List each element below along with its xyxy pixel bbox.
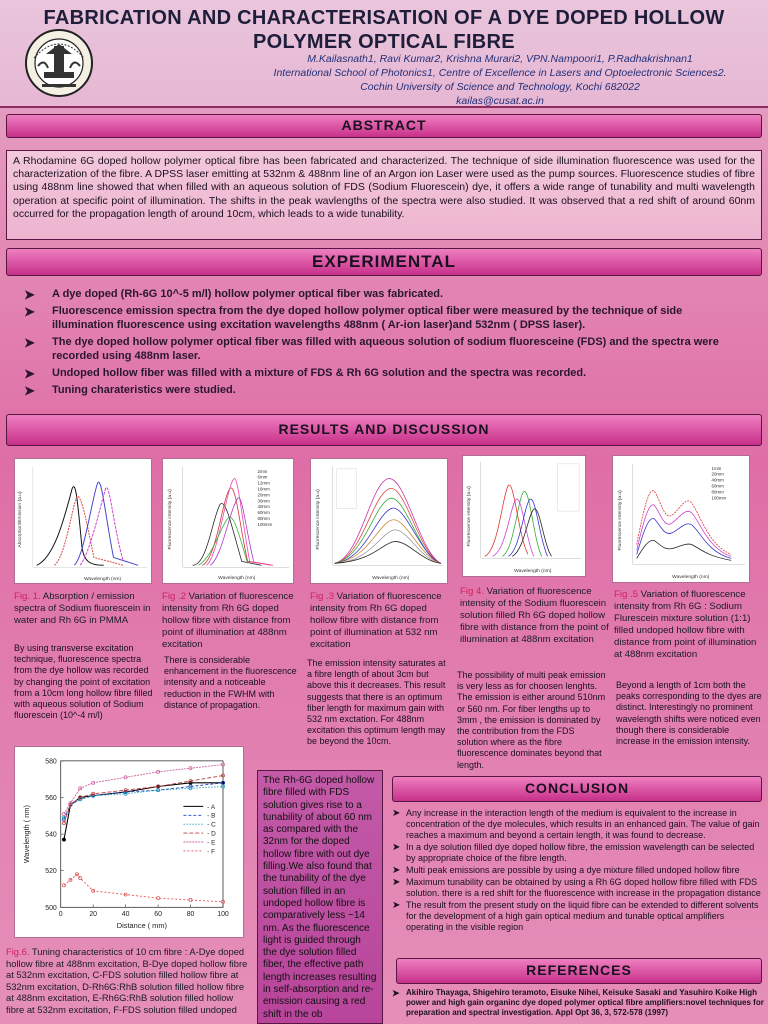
- poster-title: [0, 6, 768, 54]
- fig2-legend-item: 6mm: [257, 474, 268, 480]
- legend-label-B: - B: [207, 812, 216, 820]
- abstract-text: A Rhodamine 6G doped hollow polymer optical fibre has been fabricated and characterized. The technique of side illumination fluorescence was used for the characterization of the fibre. A DPSS laser emitting at 532nm & 488nm line of an Argon ion Laser were used as the pump sources. Fluorescence studies of fibre using 488nm line showed that when filled with an aqueous solution of FDS (Sodium Fluorescein) dye, it offers a wide range of tunability and multi wavelength operation at specific point of illumination. The shifts in the peak wavlengths of the spectra were also studied. It was observed that a red shift of around 60nm occurred for the propagation length of around 10cm, which leads to a wide tunability.: [6, 150, 762, 240]
- fig5-legend-item: 1mm: [711, 465, 722, 471]
- fig5-caption: Fig .5 Variation of fluorescence intensity from Rh 6G : Sodium Flurescein mixture solution (1:1) filled undoped hollow fibre with distance from point of illumination at 488nm excitation: [614, 589, 757, 660]
- data-point-A: [62, 838, 65, 841]
- fig2-xlabel: Wavelength (nm): [218, 576, 256, 582]
- list-item: ➤ A dye doped (Rh-6G 10^-5 m/l) hollow polymer optical fiber was fabricated.: [24, 287, 444, 302]
- email: kailas@cusat.ac.in: [456, 95, 544, 107]
- arrow-bullet-icon: ➤: [392, 808, 401, 819]
- list-item: ➤ Tuning charateristics were studied.: [24, 383, 236, 398]
- fig6-caption: Fig.6. Tuning characteristics of 10 cm fibre : A-Dye doped hollow fibre at 488nm excitation, B-Dye doped hollow fibre at 532nm excitation, C-FDS solution filled hollow fibre at 532nm excitation, D-Rh6G:RhB solution filled hollow fibre at 488nm excitation, E-Rh6G:RhB solution filled hollow fibre at 532nm excitation, F-FDS solution filled undoped: [6, 946, 248, 1015]
- fig2-legend-item: 12mm: [257, 480, 270, 486]
- x-tick-label: 60: [154, 911, 162, 919]
- fig5-legend-item: 60mm: [711, 483, 724, 489]
- fig2-text: There is considerable enhancement in the fluorescence intensity and a noticeable reduction in the FWHM with distance of propagation.: [164, 655, 297, 710]
- arrow-bullet-icon: ➤: [24, 335, 35, 350]
- fig2-legend-item: 60mm: [257, 510, 270, 516]
- conclusion-list: [392, 808, 764, 934]
- fig5-xlabel: Wavelength (nm): [672, 575, 710, 581]
- fig2-legend-item: 16mm: [257, 486, 270, 492]
- arrow-bullet-icon: ➤: [392, 900, 401, 911]
- references-heading: REFERENCES: [526, 962, 632, 978]
- fig3-caption: Fig .3 Variation of fluorescence intensity from Rh 6G doped hollow fibre with distance from point of illumination at 532 nm excitation: [310, 591, 442, 650]
- legend-label-A: - A: [207, 803, 216, 811]
- arrow-bullet-icon: ➤: [24, 383, 35, 398]
- experimental-heading: EXPERIMENTAL: [312, 252, 456, 271]
- fig4-xlabel: Wavelength (nm): [514, 569, 552, 575]
- fig3-ylabel: Fluorescence intensity (a.u): [315, 489, 321, 550]
- fig2-chart: [162, 458, 294, 584]
- list-item: ➤ Multi peak emissions are possible by using a dye mixture filled undoped hollow fibre: [392, 865, 740, 876]
- results-heading-bar: [6, 414, 762, 446]
- x-axis-label: Distance ( mm): [116, 921, 167, 931]
- fig2-caption: Fig .2 Variation of fluorescence intensity from Rh 6G doped hollow fibre with distance from point of illumination at 488nm excitation: [162, 591, 294, 650]
- fig3-text: The emission intensity saturates at a fibre length of about 3cm but above this it decreases. This result suggests that there is an optimum fiber length for maximum gain with 532 nm exctation. For 488nm excitation this optimum length may be beyond the 10cm.: [307, 658, 446, 747]
- list-item: ➤ Maximum tunability can be obtained by using a Rh 6G doped hollow fibre filled with FDS solution. there is a red shift for the fluorescence with increase in the propagation distance: [392, 877, 761, 898]
- title-line-2: POLYMER OPTICAL FIBRE: [253, 31, 515, 53]
- conclusion-heading-bar: [392, 776, 762, 802]
- authors: M.Kailasnath1, Ravi Kumar2, Krishna Murari2, VPN.Nampoori1, P.Radhakrishnan1: [307, 53, 693, 65]
- fig5-legend-item: 20mm: [711, 471, 724, 477]
- fig3-xlabel: Wavelength (nm): [372, 576, 410, 582]
- abstract-heading: ABSTRACT: [341, 117, 427, 133]
- arrow-bullet-icon: ➤: [392, 988, 400, 998]
- discussion-box: The Rh-6G doped hollow fibre filled with FDS solution gives rise to a tunability of about 60 nm as compared with the 32nm for the doped hollow fibre with out dye filling.We also found that the tunability of the dye solution filled in an undoped hollow fibre is comparatively less ~14 nm. As the fluorescence light is guided through the dye solution filled fiber, the effective path length increases resulting in self-absorption and re-emission causing a red shift in the ob: [257, 770, 383, 1024]
- fig4-chart: [462, 455, 586, 577]
- y-tick-label: 560: [45, 794, 57, 802]
- arrow-bullet-icon: ➤: [24, 304, 35, 319]
- affiliation-2: Cochin University of Science and Technology, Kochi 682022: [360, 81, 640, 93]
- fig1-caption: Fig. 1. Absorption / emission spectra of Sodium fluorescein in water and Rh 6G in PMMA: [14, 591, 151, 626]
- reference-item: ➤ Akihiro Thayaga, Shigehiro teramoto, Eisuke Nihei, Keisuke Sasaki and Yasuhiro Koike High power and high gain organinc dye doped polymer optical fibre amplifiers:novel techniques for preparation and spectral investigation. Appl Opt 36, 3, 572-578 (1997): [392, 988, 764, 1017]
- list-item: ➤ In a dye solution filled dye doped hollow fibre, the emission wavelength can be selected by appropriate choice of the fibre length.: [392, 842, 755, 863]
- arrow-bullet-icon: ➤: [392, 865, 401, 876]
- fig5-text: Beyond a length of 1cm both the peaks corresponding to the dyes are distinct. Interestingly no prominent wavelength shifts were noticed even though there is considerable increase in the emission intensity.: [616, 680, 762, 747]
- author-block: [230, 52, 768, 108]
- fig1-xlabel: Wavelength (nm): [83, 577, 122, 583]
- fig4-text: The possibility of multi peak emission is very less as for choosen lenghts. The emission is either around 510nm or 560 nm. For fiber lengths up to 3mm , the emission is dominated by the contribution from the FDS solution where as the fibre fluorescence dominates beyond that length.: [457, 670, 606, 770]
- x-tick-label: 80: [186, 911, 195, 919]
- fig2-legend-item: 20mm: [257, 492, 270, 498]
- legend-label-F: - F: [207, 848, 216, 856]
- fig1-text: By using transverse excitation technique, fluorescence spectra from the dye hollow was recorded by changing the point of excitation from a 10cm long hollow fibre filled with aqueous solution of Sodium fluorescein (10^-4 m/l): [14, 643, 153, 721]
- fig3-chart: [310, 458, 448, 584]
- references-list: [392, 988, 764, 1018]
- fig2-legend-item: 100mm: [257, 521, 273, 527]
- fig2-legend-item: 40mm: [257, 504, 270, 510]
- fig2-legend-item: 2mm: [257, 468, 268, 474]
- list-item: ➤ Any increase in the interaction length of the medium is equivalent to the increase in concentration of the dye molecules, which results in an enhanced gain. The value of gain reaches a maximum and beyond a certain length, it was found to decrease.: [392, 808, 760, 840]
- fig5-legend-item: 80mm: [711, 489, 724, 495]
- x-tick-label: 20: [89, 911, 98, 919]
- abstract-heading-bar: [6, 114, 762, 138]
- y-axis-label: Wavelength ( nm): [22, 804, 32, 864]
- list-item: ➤ Undoped hollow fiber was filled with a mixture of FDS & Rh 6G solution and the spectra was recorded.: [24, 366, 587, 381]
- fig4-ylabel: Fluorescence intensity (a.u): [466, 486, 472, 547]
- x-tick-label: 100: [217, 911, 229, 919]
- x-tick-label: 0: [58, 911, 63, 919]
- references-heading-bar: [396, 958, 762, 984]
- title-line-1: FABRICATION AND CHARACTERISATION OF A DYE DOPED HOLLOW: [43, 7, 725, 29]
- fig1-chart: [14, 458, 152, 584]
- experimental-heading-bar: [6, 248, 762, 276]
- fig5-chart: [612, 455, 750, 583]
- list-item: ➤ The dye doped hollow polymer optical fiber was filled with aqueous solution of sodium fluoresceine (FDS) and the spectra were recorded using 488nm laser.: [24, 335, 719, 362]
- x-tick-label: 40: [121, 911, 130, 919]
- affiliation-1: International School of Photonics1, Centre of Excellence in Lasers and Optoelectronic Sciences2.: [273, 67, 727, 79]
- university-logo-icon: [24, 28, 94, 98]
- fig2-legend-item: 30mm: [257, 498, 270, 504]
- y-tick-label: 500: [45, 904, 57, 912]
- legend-label-D: - D: [207, 830, 216, 838]
- legend-label-C: - C: [207, 821, 216, 829]
- y-tick-label: 580: [45, 758, 57, 766]
- experimental-list: [22, 287, 742, 400]
- fig2-legend-item: 80mm: [257, 516, 270, 522]
- arrow-bullet-icon: ➤: [24, 366, 35, 381]
- fig1-ylabel: Absorption/Emission (a.u): [17, 491, 23, 548]
- fig5-legend-item: 40mm: [711, 477, 724, 483]
- legend-label-E: - E: [207, 839, 216, 847]
- fig4-caption: Fig 4. Variation of fluorescence intensity of the Sodium fluorescein solution filled Rh 6G doped hollow fibre with distance from the point of illumination at 488nm excitation: [460, 586, 609, 645]
- fig2-ylabel: Fluorescence intensity (a.u): [167, 489, 173, 550]
- y-tick-label: 520: [45, 868, 57, 876]
- results-heading: RESULTS AND DISCUSSION: [278, 421, 490, 437]
- list-item: ➤ The result from the present study on the liquid fibre can be extended to different solvents for the development of a high gain optical medium and tunable optical amplifiers operating in the visible region: [392, 900, 759, 932]
- conclusion-heading: CONCLUSION: [524, 780, 630, 796]
- fig5-ylabel: Fluorescence intensity (a.u): [617, 490, 623, 551]
- arrow-bullet-icon: ➤: [392, 877, 401, 888]
- fig5-legend-item: 100mm: [711, 495, 727, 501]
- arrow-bullet-icon: ➤: [24, 287, 35, 302]
- list-item: ➤ Fluorescence emission spectra from the dye doped hollow polymer optical fiber were measured by the technique of side illumination fluorescence using excitation wavelengths 488nm ( Ar-ion laser)and 532nm ( DPSS laser).: [24, 304, 683, 331]
- fig6-chart: [14, 746, 244, 938]
- y-tick-label: 540: [45, 831, 57, 839]
- arrow-bullet-icon: ➤: [392, 842, 401, 853]
